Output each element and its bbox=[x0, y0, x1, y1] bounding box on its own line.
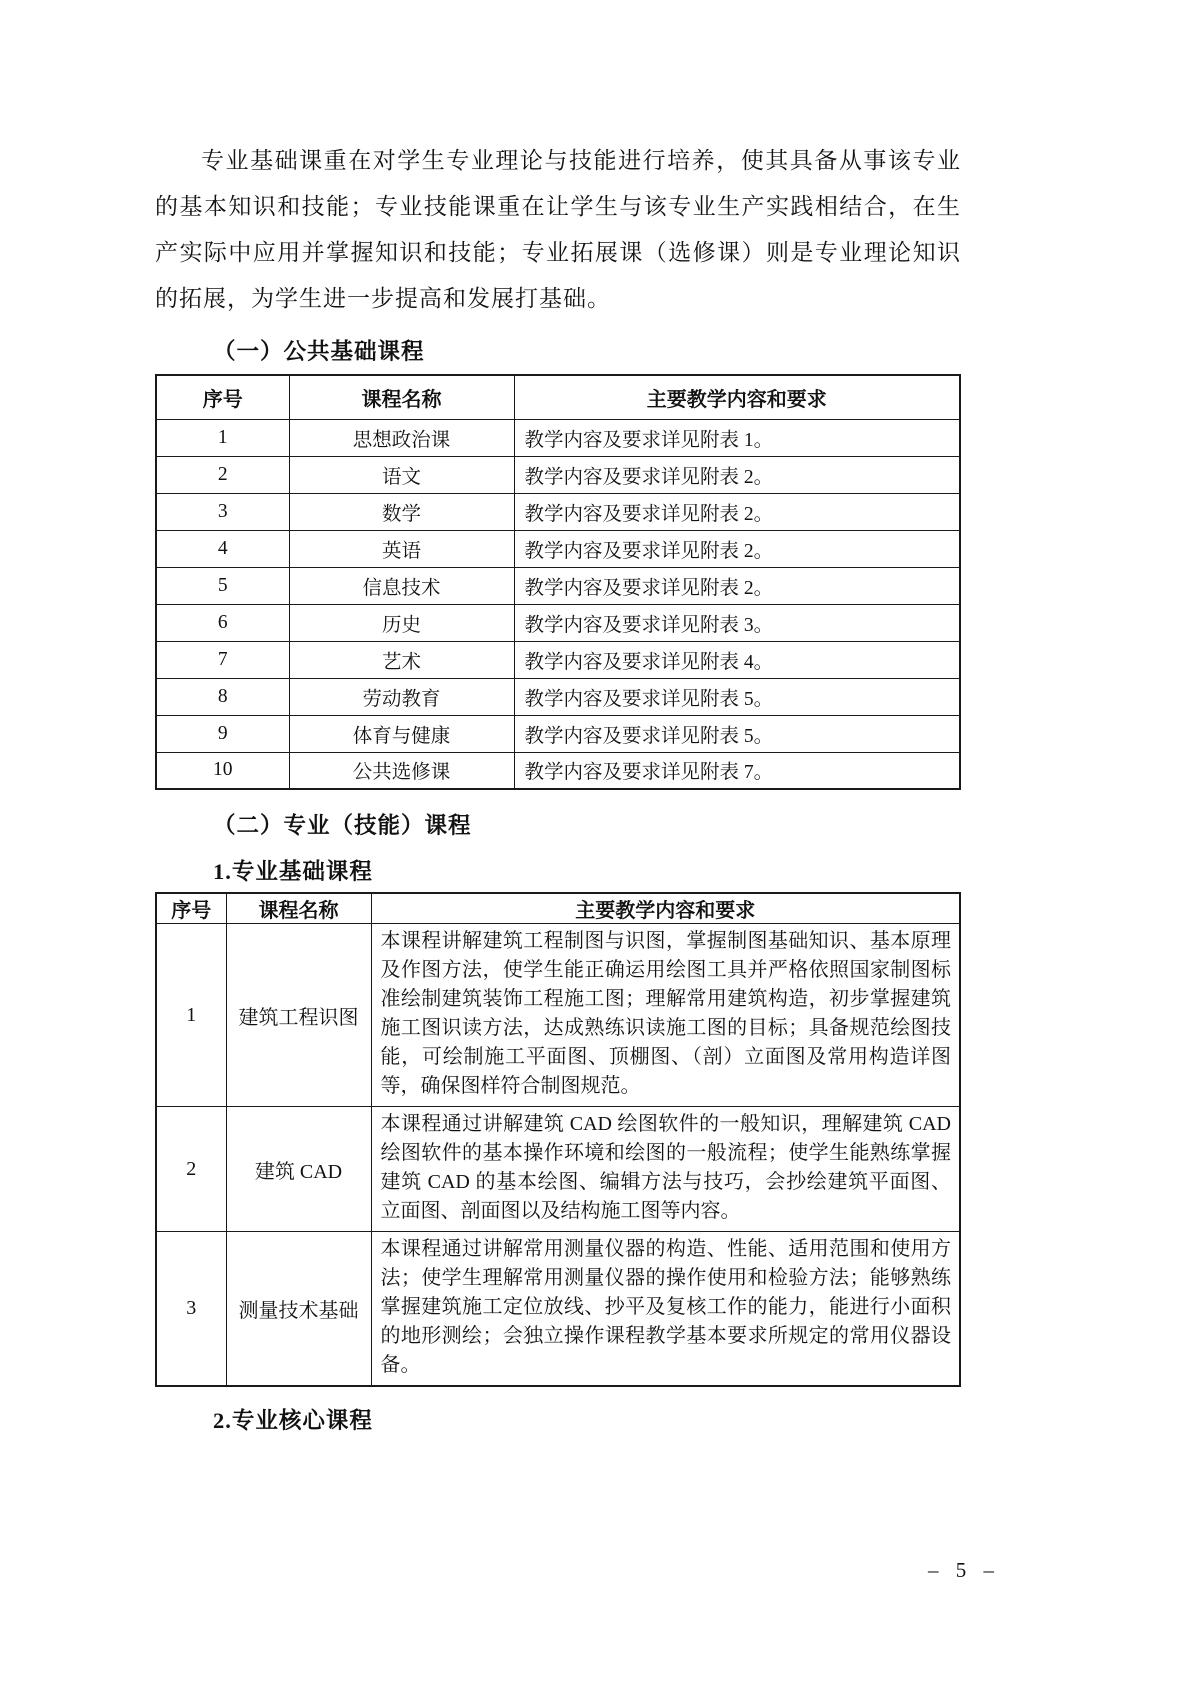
table-row bbox=[156, 604, 960, 641]
table-row bbox=[156, 1107, 960, 1232]
course-content: 教学内容及要求详见附表 2。 bbox=[514, 493, 960, 530]
table-row bbox=[156, 678, 960, 715]
row-number: 2 bbox=[156, 456, 289, 493]
course-name: 劳动教育 bbox=[289, 678, 514, 715]
row-number: 10 bbox=[156, 752, 289, 789]
course-name: 体育与健康 bbox=[289, 715, 514, 752]
document-content bbox=[155, 138, 961, 1443]
row-number: 1 bbox=[156, 924, 226, 1107]
course-content: 本课程通过讲解常用测量仪器的构造、性能、适用范围和使用方法；使学生理解常用测量仪器的操作使用和检验方法；能够熟练掌握建筑施工定位放线、抄平及复核工作的能力，能进行小面积的地形测绘；会独立操作课程教学基本要求所规定的常用仪器设备。 bbox=[371, 1232, 960, 1387]
course-name: 思想政治课 bbox=[289, 419, 514, 456]
table-header-row bbox=[156, 893, 960, 924]
course-content: 教学内容及要求详见附表 5。 bbox=[514, 678, 960, 715]
section2-sub2-heading: 2.专业核心课程 bbox=[213, 1408, 373, 1433]
course-content: 本课程讲解建筑工程制图与识图，掌握制图基础知识、基本原理及作图方法，使学生能正确运用绘图工具并严格依照国家制图标准绘制建筑装饰工程施工图；理解常用建筑构造，初步掌握建筑施工图识读方法，达成熟练识读施工图的目标；具备规范绘图技能，可绘制施工平面图、顶棚图、（剖）立面图及常用构造详图等，确保图样符合制图规范。 bbox=[371, 924, 960, 1107]
course-name: 建筑 CAD bbox=[226, 1107, 371, 1232]
column-header-no: 序号 bbox=[156, 375, 289, 419]
course-name: 测量技术基础 bbox=[226, 1232, 371, 1387]
column-header-content: 主要教学内容和要求 bbox=[371, 893, 960, 924]
column-header-course: 课程名称 bbox=[289, 375, 514, 419]
table-row bbox=[156, 641, 960, 678]
row-number: 3 bbox=[156, 493, 289, 530]
table-row bbox=[156, 530, 960, 567]
course-content: 教学内容及要求详见附表 2。 bbox=[514, 567, 960, 604]
table-row bbox=[156, 456, 960, 493]
table-row bbox=[156, 752, 960, 789]
course-content: 教学内容及要求详见附表 7。 bbox=[514, 752, 960, 789]
course-content: 教学内容及要求详见附表 1。 bbox=[514, 419, 960, 456]
course-content: 本课程通过讲解建筑 CAD 绘图软件的一般知识，理解建筑 CAD 绘图软件的基本操作环境和绘图的一般流程；使学生能熟练掌握建筑 CAD 的基本绘图、编辑方法与技巧，会抄绘建筑平面图、立面图、剖面图以及结构施工图等内容。 bbox=[371, 1107, 960, 1232]
row-number: 3 bbox=[156, 1232, 226, 1387]
course-name: 英语 bbox=[289, 530, 514, 567]
table-row bbox=[156, 924, 960, 1107]
course-content: 教学内容及要求详见附表 2。 bbox=[514, 530, 960, 567]
table-row bbox=[156, 1232, 960, 1387]
course-content: 教学内容及要求详见附表 2。 bbox=[514, 456, 960, 493]
section2-heading: （二）专业（技能）课程 bbox=[213, 813, 472, 838]
course-content: 教学内容及要求详见附表 4。 bbox=[514, 641, 960, 678]
table-header-row bbox=[156, 375, 960, 419]
row-number: 7 bbox=[156, 641, 289, 678]
table-row bbox=[156, 715, 960, 752]
row-number: 5 bbox=[156, 567, 289, 604]
course-name: 历史 bbox=[289, 604, 514, 641]
row-number: 6 bbox=[156, 604, 289, 641]
course-name: 数学 bbox=[289, 493, 514, 530]
public-basic-courses-table bbox=[155, 374, 961, 790]
row-number: 2 bbox=[156, 1107, 226, 1232]
section1-heading: （一）公共基础课程 bbox=[213, 339, 425, 364]
course-name: 建筑工程识图 bbox=[226, 924, 371, 1107]
section2-sub1-heading: 1.专业基础课程 bbox=[213, 859, 373, 884]
course-name: 公共选修课 bbox=[289, 752, 514, 789]
row-number: 8 bbox=[156, 678, 289, 715]
professional-basic-courses-table bbox=[155, 892, 961, 1387]
table-row bbox=[156, 567, 960, 604]
course-name: 艺术 bbox=[289, 641, 514, 678]
course-name: 信息技术 bbox=[289, 567, 514, 604]
row-number: 4 bbox=[156, 530, 289, 567]
page-number: – 5 – bbox=[928, 1558, 1000, 1582]
row-number: 9 bbox=[156, 715, 289, 752]
course-name: 语文 bbox=[289, 456, 514, 493]
column-header-no: 序号 bbox=[156, 893, 226, 924]
course-content: 教学内容及要求详见附表 5。 bbox=[514, 715, 960, 752]
column-header-content: 主要教学内容和要求 bbox=[514, 375, 960, 419]
table-row bbox=[156, 419, 960, 456]
row-number: 1 bbox=[156, 419, 289, 456]
table-row bbox=[156, 493, 960, 530]
course-content: 教学内容及要求详见附表 3。 bbox=[514, 604, 960, 641]
column-header-course: 课程名称 bbox=[226, 893, 371, 924]
intro-paragraph: 专业基础课重在对学生专业理论与技能进行培养，使其具备从事该专业的基本知识和技能；专业技能课重在让学生与该专业生产实践相结合，在生产实际中应用并掌握知识和技能；专业拓展课（选修课）则是专业理论知识的拓展，为学生进一步提高和发展打基础。 bbox=[155, 148, 961, 311]
